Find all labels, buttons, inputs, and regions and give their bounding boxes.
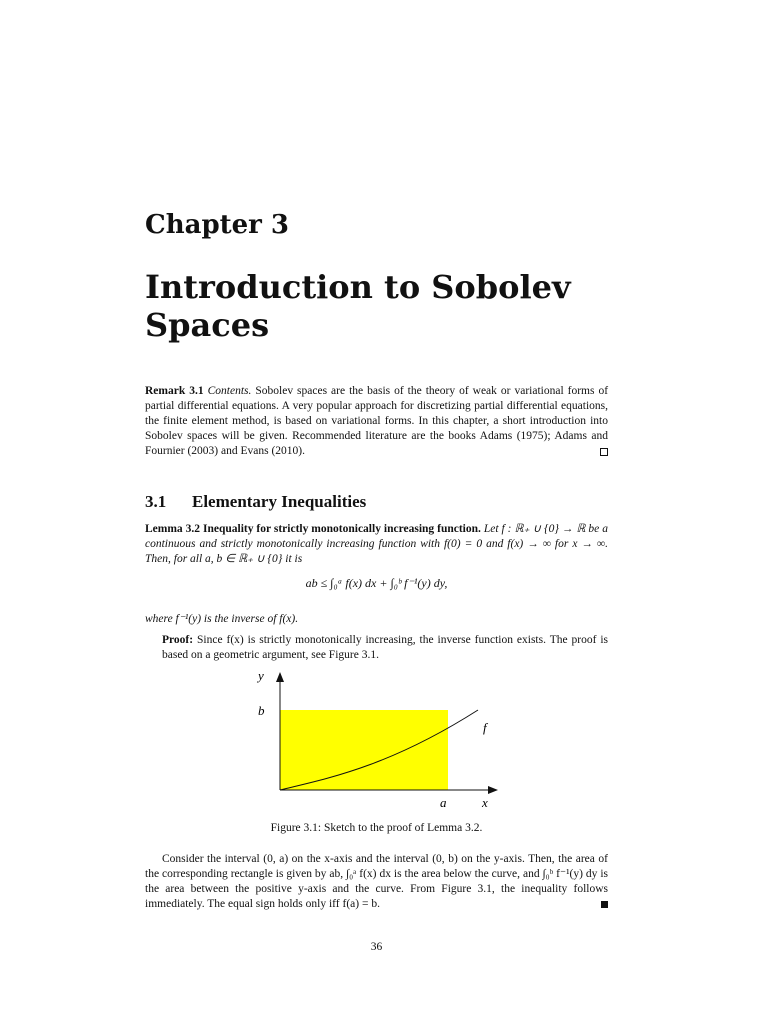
body-text: Consider the interval (0, a) on the x-axis and the interval (0, b) on the y-axis. Then, the area of the corresponding rectangle is given by ab, ∫₀ᵃ f(x) dx is the area below the curve, and ∫₀ᵇ f⁻¹(y) dy is the area between the positive y-axis and the curve. From Figure 3.1, the inequality follows immediately. The equal sign holds only iff f(a) = b. (145, 853, 608, 910)
remark-label: Remark 3.1 (145, 385, 204, 397)
section-title: Elementary Inequalities (192, 492, 367, 511)
lemma-label: Lemma 3.2 Inequality for strictly monotonically increasing function. (145, 523, 481, 535)
remark-heading: Contents. (207, 385, 252, 397)
x-axis-arrow-icon (488, 786, 498, 794)
end-of-proof-icon (601, 901, 608, 908)
lemma-equation: ab ≤ ∫₀ᵃ f(x) dx + ∫₀ᵇ f⁻¹(y) dy, (305, 576, 448, 590)
lemma-after: where f⁻¹(y) is the inverse of f(x). (145, 613, 299, 625)
x-axis-label: x (482, 795, 488, 810)
proof-paragraph (145, 633, 608, 663)
area-rectangle (280, 710, 448, 790)
lemma-paragraph (145, 522, 608, 567)
lemma-statement: Let f : ℝ₊ ∪ {0} → ℝ be a continuous and strictly monotonically increasing function with f(0) = 0 and f(x) → ∞ for x → ∞. Then, for all a, b ∈ ℝ₊ ∪ {0} it is (145, 523, 608, 565)
proof-text: Since f(x) is strictly monotonically increasing, the inverse function exists. The proof is based on a geometric argument, see Figure 3.1. (162, 634, 609, 661)
section-number: 3.1 (145, 492, 167, 511)
end-of-remark-icon (600, 448, 608, 456)
remark-text: Sobolev spaces are the basis of the theory of weak or variational forms of partial differential equations. A very popular approach for discretizing partial differential equations, the finite element method, is based on variational forms. In this chapter, a short introduction into Sobolev spaces will be given. Recommended literature are the books Adams (1975); Adams and Fournier (2003) and Evans (2010). (145, 385, 609, 457)
y-axis-label: y (258, 668, 264, 683)
body-paragraph (145, 852, 608, 912)
figure-sketch (240, 666, 520, 816)
remark-paragraph (145, 384, 608, 459)
chapter-title: Introduction to Sobolev Spaces (145, 268, 571, 344)
curve-label: f (483, 720, 487, 735)
y-axis-arrow-icon (276, 672, 284, 682)
a-label: a (440, 795, 447, 810)
proof-label: Proof: (162, 634, 194, 646)
section-heading (145, 492, 366, 512)
b-label: b (258, 703, 265, 718)
figure-caption: Figure 3.1: Sketch to the proof of Lemma 3.2. (270, 822, 483, 834)
page-number: 36 (370, 941, 383, 953)
chapter-label: Chapter 3 (145, 210, 290, 240)
